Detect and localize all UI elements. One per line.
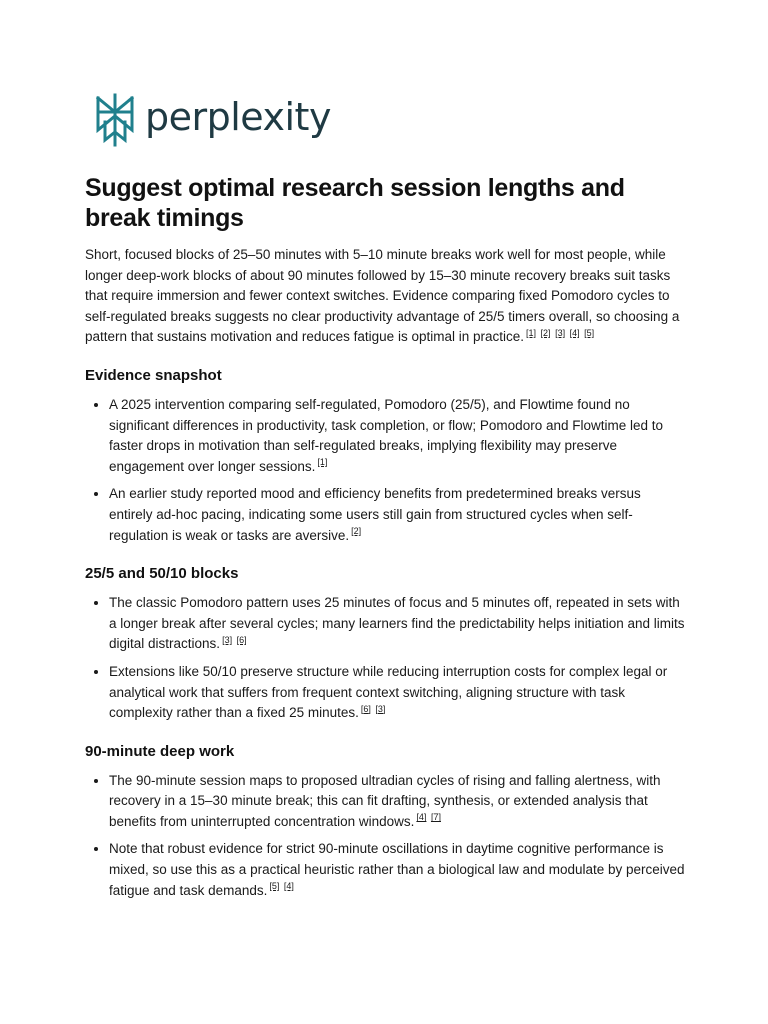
citation-link[interactable]: [2] xyxy=(540,327,551,338)
citation-link[interactable]: [6] xyxy=(236,634,247,645)
section-heading-pomodoro-blocks: 25/5 and 50/10 blocks xyxy=(85,565,239,583)
intro-paragraph xyxy=(85,245,685,348)
document-page xyxy=(85,90,685,908)
list-item-text: A 2025 intervention comparing self-regulated, Pomodoro (25/5), and Flowtime found no significant differences in productivity, task completion, or flow; Pomodoro and Flowtime led to faster drops in motivation than self-regulated breaks, implying flexibility may preserve engagement over longer sessions. xyxy=(109,396,664,474)
brand-logo xyxy=(93,90,685,150)
list-item xyxy=(109,662,685,724)
list-item-text: The 90-minute session maps to proposed ultradian cycles of rising and falling alertness, with recovery in a 15–30 minute break; this can fit drafting, synthesis, or extended analysis that benefits from uninterrupted concentration windows. xyxy=(109,772,661,829)
perplexity-logo-icon xyxy=(93,92,137,148)
list-item-text: The classic Pomodoro pattern uses 25 minutes of focus and 5 minutes off, repeated in sets with a longer break after several cycles; many learners find the predictability helps initiation and limits digital distractions. xyxy=(109,595,685,652)
section-heading-deep-work: 90-minute deep work xyxy=(85,742,235,760)
page-title: Suggest optimal research session lengths and break timings xyxy=(85,174,625,232)
list-item xyxy=(109,593,685,655)
citation-link[interactable]: [4] xyxy=(283,881,294,892)
section-heading-evidence-snapshot: Evidence snapshot xyxy=(85,366,222,384)
citation-link[interactable]: [3] xyxy=(375,703,386,714)
list-item xyxy=(109,484,685,546)
list-item-text: Note that robust evidence for strict 90-minute oscillations in daytime cognitive performance is mixed, so use this as a practical heuristic rather than a biological law and modulate by perceived fatigue and task demands. xyxy=(109,841,685,898)
list-item xyxy=(109,839,685,901)
citation-link[interactable]: [1] xyxy=(317,457,328,468)
list-item-text: An earlier study reported mood and efficiency benefits from predetermined breaks versus entirely ad-hoc pacing, indicating some users still gain from structured cycles when self-regulation is weak or tasks are aversive. xyxy=(109,486,641,543)
citation-link[interactable]: [4] xyxy=(569,327,580,338)
brand-name: perplexity xyxy=(145,95,331,139)
citation-link[interactable]: [2] xyxy=(351,526,362,537)
section-list-pomodoro-blocks xyxy=(85,593,685,724)
citation-link[interactable]: [7] xyxy=(430,812,441,823)
intro-text: Short, focused blocks of 25–50 minutes with 5–10 minute breaks work well for most people, while longer deep-work blocks of about 90 minutes followed by 15–30 minute recovery breaks suit tasks that require immersion and fewer context switches. Evidence comparing fixed Pomodoro cycles to self-regulated breaks suggests no clear productivity advantage of 25/5 timers overall, so choosing a pattern that sustains motivation and reduces fatigue is optimal in practice. xyxy=(85,247,680,345)
section-list-deep-work xyxy=(85,771,685,902)
citation-link[interactable]: [5] xyxy=(584,327,595,338)
citation-link[interactable]: [5] xyxy=(269,881,280,892)
section-list-evidence-snapshot xyxy=(85,395,685,546)
list-item-text: Extensions like 50/10 preserve structure while reducing interruption costs for complex legal or analytical work that suffers from frequent context switching, aligning structure with task complexity rather than a fixed 25 minutes. xyxy=(109,663,668,721)
citation-link[interactable]: [4] xyxy=(416,812,427,823)
citation-link[interactable]: [6] xyxy=(360,703,371,714)
intro-citations xyxy=(524,328,594,338)
citation-link[interactable]: [3] xyxy=(555,327,566,338)
citation-link[interactable]: [3] xyxy=(222,634,233,645)
citation-link[interactable]: [1] xyxy=(526,327,537,338)
list-item xyxy=(109,395,685,477)
list-item xyxy=(109,771,685,833)
